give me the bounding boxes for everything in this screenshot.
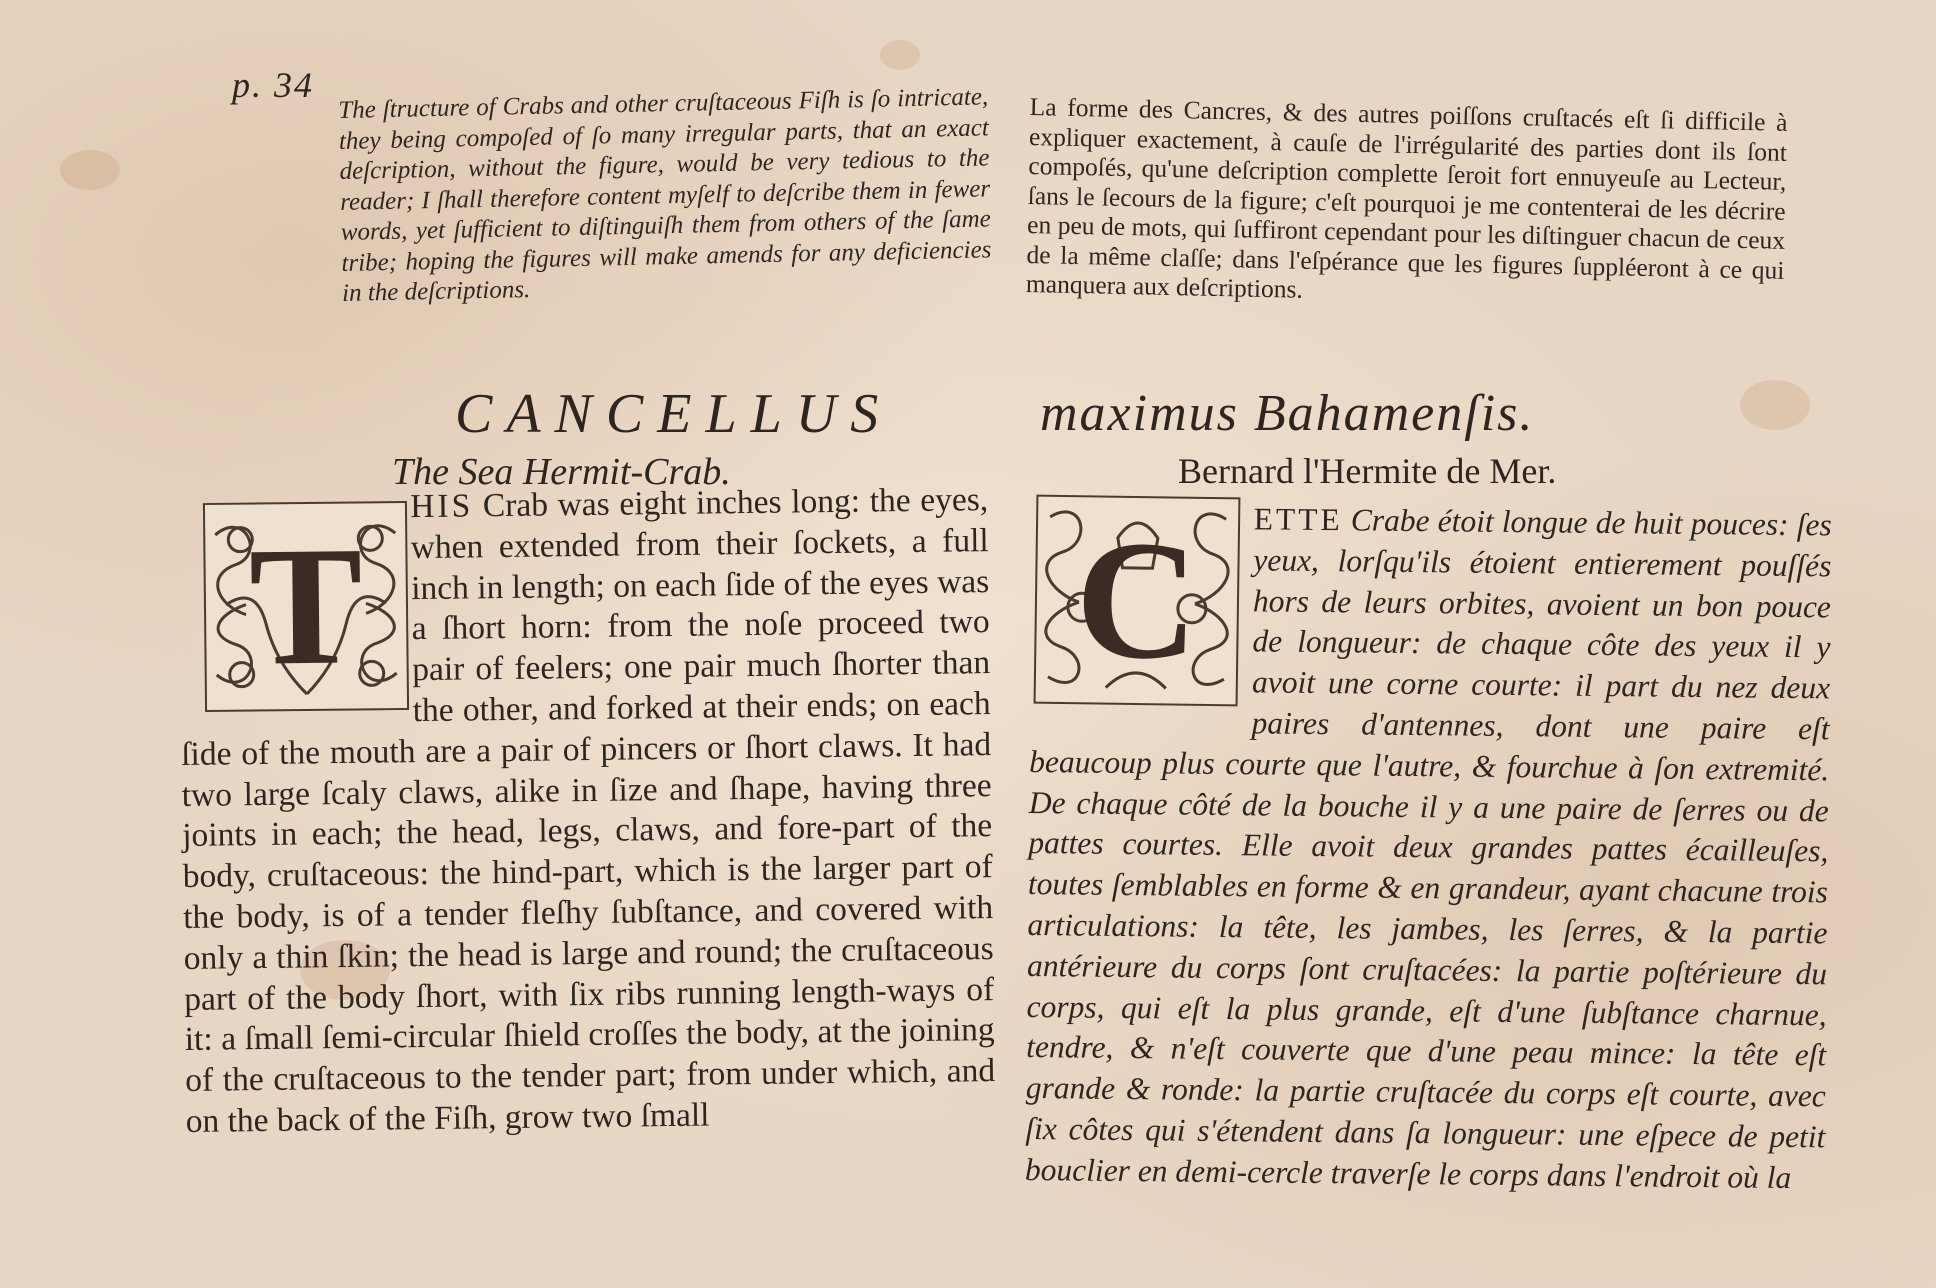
title-genus: CANCELLUS xyxy=(455,383,893,445)
ornamental-dropcap-t xyxy=(203,501,409,712)
intro-english: The ſtructure of Crabs and other cruſtaceous Fiſh is ſo intricate, they being compoſed of ſo many irregular parts, that an exact deſcription, without the figure, would be very tedious to the reader; I ſhall therefore content myſelf to deſcribe them in fewer words, yet ſufficient to diſtinguiſh them from others of the ſame tribe; hoping the figures will make amends for any deficiencies in the deſcriptions. xyxy=(338,83,992,307)
subtitle-french: Bernard l'Hermite de Mer. xyxy=(1178,451,1557,491)
ornamental-dropcap-c xyxy=(1034,495,1241,707)
intro-french: La forme des Cancres, & des autres poiſſons cruſtacés eſt ſi difficile à expliquer exactement, à cauſe de l'irrégularité des parties dont ils ſont compoſés, qu'une deſcription complette ſeroit fort ennuyeuſe au Lecteur, ſans le ſecours de la figure; c'eſt pourquoi je me contenterai de les décrire en peu de mots, qui ſuffiront cependant pour les diſtinguer chacun de ceux de la même claſſe; dans l'eſpérance que les figures ſuppléeront à ce qui manquera aux deſcriptions. xyxy=(1025,92,1788,304)
title-species: maximus Bahamenſis. xyxy=(1040,385,1535,442)
page-number: p. 34 xyxy=(232,65,314,105)
body-english-caps: HIS xyxy=(409,487,474,526)
subtitle-english: The Sea Hermit-Crab. xyxy=(392,451,731,493)
body-english-text: Crab was eight inches long: the eyes, when extended from their ſockets, a full inch in length; on each ſide of the eyes was a ſhort horn: from the noſe proceed two pair of feelers; one pair much ſhorter than the other, and forked at their ends; on each ſide of the mouth are a pair of pincers or ſhort claws. It had two large ſcaly claws, alike in ſize and ſhape, having three joints in each; the head, legs, claws, and fore-part of the body, cruſtaceous: the hind-part, which is the larger part of the body, is of a tender fleſhy ſubſtance, and covered with only a thin ſkin; the head is large and round; the cruſtaceous part of the body ſhort, with ſix ribs running length-ways of it: a ſmall ſemi-circular ſhield croſſes the body, at the joining of the cruſtaceous to the tender part; from under which, and on the back of the Fiſh, grow two ſmall xyxy=(181,481,996,1140)
paper-stain xyxy=(60,150,120,190)
body-french-text: Crabe étoit longue de huit pouces: ſes yeux, lorſqu'ils étoient entierement pouſſés hors de leurs orbites, avoient un bon pouce de longueur: de chaque côte des yeux il y avoit une corne courte: il part du nez deux paires d'antennes, dont une paire eſt beaucoup plus courte que l'autre, & fourchue à ſon extremité. De chaque côté de la bouche il y a une paire de ſerres ou de pattes courtes. Elle avoit deux grandes pattes écailleuſes, toutes ſemblables en forme & en grandeur, ayant chacune trois articulations: la tête, les jambes, les ſerres, & la partie antérieure du corps ſont cruſtacées: la partie poſtérieure du corps, qui eſt la plus grande, eſt d'une ſubſtance charnue, tendre, & n'eſt couverte que d'une peau mince: la tête eſt grande & ronde: la partie cruſtacée du corps eſt courte, avec ſix côtes qui s'étendent dans ſa longueur: une eſpece de petit bouclier en demi-cercle traverſe le corps dans l'endroit où la xyxy=(1024,502,1832,1195)
paper-stain xyxy=(880,40,920,70)
dropcap-letter: T xyxy=(248,511,364,701)
paper-stain xyxy=(1740,380,1810,430)
body-french-caps: ETTE xyxy=(1253,501,1343,538)
dropcap-letter: C xyxy=(1074,505,1200,695)
